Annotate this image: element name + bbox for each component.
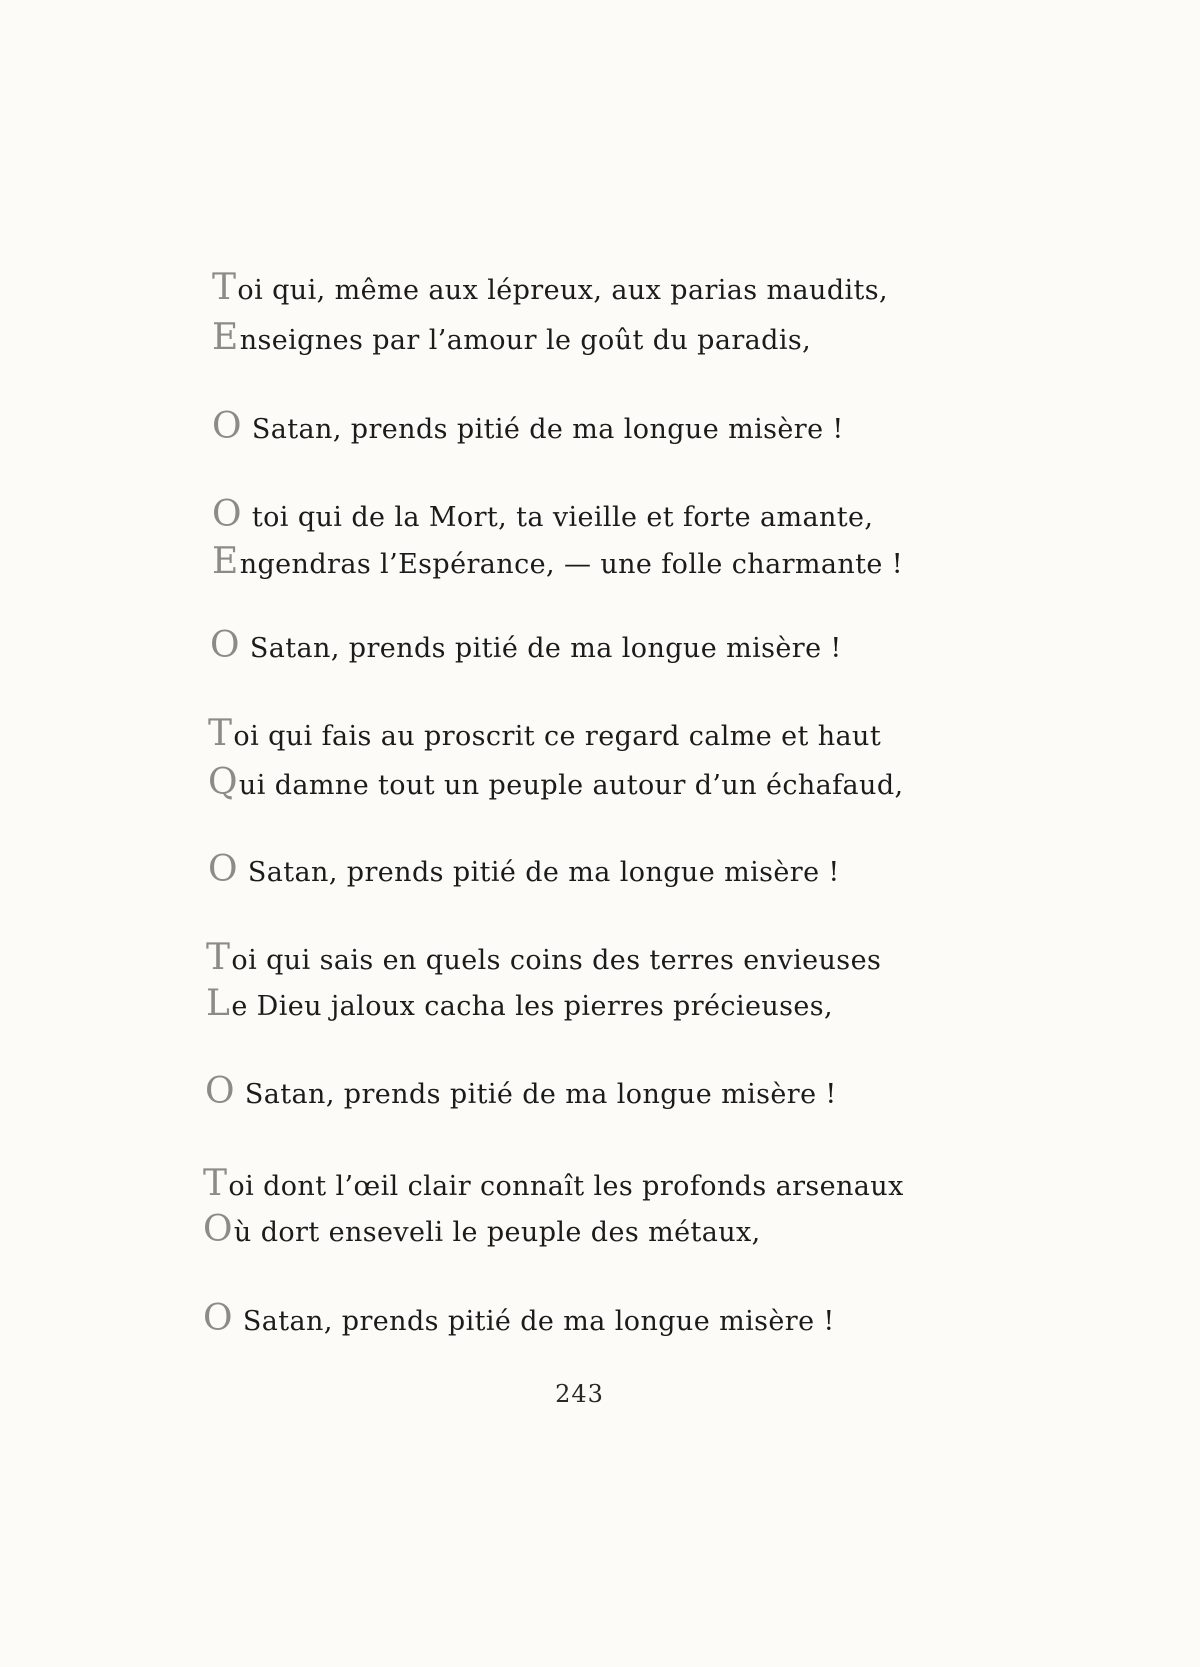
poem-line <box>0 538 1200 586</box>
line-initial: T <box>208 713 233 754</box>
line-text: Satan, prends pitié de ma longue misère ! <box>233 1306 835 1337</box>
line-initial: E <box>212 317 239 358</box>
poem-line <box>0 1160 1200 1208</box>
poem-line <box>0 1206 1200 1254</box>
refrain-line <box>0 1068 1200 1116</box>
poem-line <box>0 710 1200 758</box>
line-initial: O <box>203 1298 233 1339</box>
line-text: oi qui, même aux lépreux, aux parias maudits, <box>237 275 889 306</box>
refrain-line <box>0 1295 1200 1343</box>
line-text: Satan, prends pitié de ma longue misère ! <box>240 633 842 664</box>
line-initial: Q <box>208 762 238 803</box>
line-initial: T <box>212 267 237 308</box>
line-text: Satan, prends pitié de ma longue misère ! <box>242 414 844 445</box>
line-initial: E <box>212 541 239 582</box>
line-text: nseignes par l’amour le goût du paradis, <box>239 325 812 356</box>
line-text: oi qui sais en quels coins des terres envieuses <box>231 945 882 976</box>
line-text: Satan, prends pitié de ma longue misère ! <box>235 1079 837 1110</box>
line-text: ui damne tout un peuple autour d’un échafaud, <box>238 770 904 801</box>
line-initial: O <box>212 494 242 535</box>
line-text: toi qui de la Mort, ta vieille et forte amante, <box>242 502 874 533</box>
line-initial: O <box>210 625 240 666</box>
line-initial: T <box>206 937 231 978</box>
page-number: 243 <box>555 1380 604 1408</box>
line-initial: O <box>208 849 238 890</box>
line-text: e Dieu jaloux cacha les pierres précieuses, <box>231 991 834 1022</box>
poem-line <box>0 491 1200 539</box>
line-text: ù dort enseveli le peuple des métaux, <box>233 1217 761 1248</box>
poem-line <box>0 980 1200 1028</box>
line-text: oi dont l’œil clair connaît les profonds arsenaux <box>228 1171 904 1202</box>
line-initial: O <box>212 406 242 447</box>
refrain-line <box>0 846 1200 894</box>
line-text: oi qui fais au proscrit ce regard calme et haut <box>233 721 882 752</box>
line-initial: T <box>203 1163 228 1204</box>
line-initial: O <box>205 1071 235 1112</box>
line-initial: L <box>206 983 231 1024</box>
poem-line <box>0 264 1200 312</box>
poem-line <box>0 314 1200 362</box>
refrain-line <box>0 403 1200 451</box>
poem-line <box>0 934 1200 982</box>
poem-line <box>0 759 1200 807</box>
line-initial: O <box>203 1209 233 1250</box>
line-text: ngendras l’Espérance, — une folle charmante ! <box>239 549 904 580</box>
line-text: Satan, prends pitié de ma longue misère ! <box>238 857 840 888</box>
refrain-line <box>0 622 1200 670</box>
